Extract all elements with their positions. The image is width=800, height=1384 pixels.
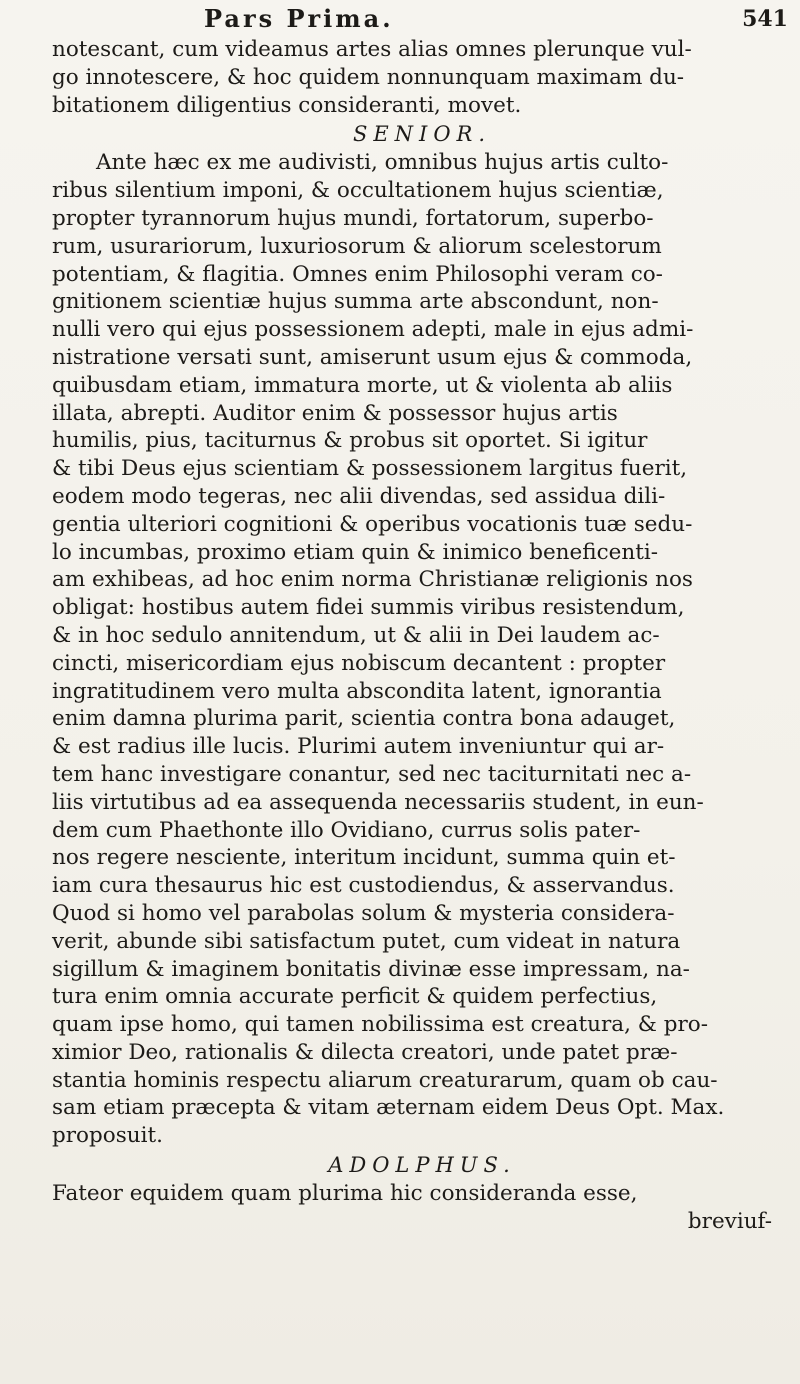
text-line: tem hanc investigare conantur, sed nec taciturnitati nec a- — [52, 761, 692, 787]
text-line: bitationem diligentius consideranti, movet. — [52, 92, 522, 118]
text-line: propter tyrannorum hujus mundi, fortatorum, superbo- — [52, 205, 654, 231]
text-line: Quod si homo vel parabolas solum & mysteria considera- — [52, 900, 675, 926]
page-header — [52, 4, 788, 34]
text-line: & est radius ille lucis. Plurimi autem inveniuntur qui ar- — [52, 734, 665, 760]
text-line: iam cura thesaurus hic est custodiendus, & asservandus. — [52, 873, 675, 899]
text-line: cincti, misericordiam ejus nobiscum decantent : propter — [52, 650, 666, 676]
text-line: gentia ulteriori cognitioni & operibus vocationis tuæ sedu- — [52, 511, 693, 537]
text-line: quam ipse homo, qui tamen nobilissima est creatura, & pro- — [52, 1012, 708, 1038]
text-line: ingratitudinem vero multa abscondita latent, ignorantia — [52, 678, 662, 704]
text-line: potentiam, & flagitia. Omnes enim Philosophi veram co- — [52, 261, 663, 287]
text-line: & in hoc sedulo annitendum, ut & alii in Dei laudem ac- — [52, 622, 660, 648]
text-line: notescant, cum videamus artes alias omnes plerunque vul- — [52, 37, 692, 62]
text-line: stantia hominis respectu aliarum creaturarum, quam ob cau- — [52, 1067, 718, 1093]
speaker-heading-adolphus: ADOLPHUS. — [328, 1153, 516, 1178]
text-line: dem cum Phaethonte illo Ovidiano, currus solis pater- — [52, 817, 641, 843]
text-line: lo incumbas, proximo etiam quin & inimico beneficenti- — [52, 539, 658, 565]
text-line: go innotescere, & hoc quidem nonnunquam maximam du- — [52, 64, 685, 90]
catchword: breviuf- — [687, 1208, 772, 1234]
text-line: Ante hæc ex me audivisti, omnibus hujus artis culto- — [96, 150, 669, 176]
main-text — [52, 36, 792, 1236]
text-line: obligat: hostibus autem fidei summis viribus resistendum, — [52, 595, 685, 621]
text-line: proposuit. — [52, 1123, 163, 1149]
text-line: illata, abrepti. Auditor enim & possessor hujus artis — [52, 400, 618, 426]
text-line: quibusdam etiam, immatura morte, ut & violenta ab aliis — [52, 372, 673, 398]
speaker-heading-senior: SENIOR. — [352, 122, 492, 147]
text-line: gnitionem scientiæ hujus summa arte abscondunt, non- — [52, 289, 659, 315]
text-line: sam etiam præcepta & vitam æternam eidem Deus Opt. Max. — [52, 1095, 725, 1121]
text-line: tura enim omnia accurate perficit & quidem perfectius, — [52, 984, 658, 1010]
text-line: liis virtutibus ad ea assequenda necessariis student, in eun- — [52, 789, 704, 815]
page-number: 541 — [742, 6, 788, 32]
text-line: nulli vero qui ejus possessionem adepti, male in ejus admi- — [52, 317, 694, 343]
text-line: ximior Deo, rationalis & dilecta creatori, unde patet præ- — [52, 1039, 678, 1065]
text-line: ribus silentium imponi, & occultationem hujus scientiæ, — [52, 178, 664, 204]
text-line: & tibi Deus ejus scientiam & possessionem largitus fuerit, — [52, 456, 688, 482]
text-line: verit, abunde sibi satisfactum putet, cum videat in natura — [52, 928, 681, 954]
text-line: rum, usurariorum, luxuriosorum & aliorum scelestorum — [52, 233, 662, 259]
text-line: am exhibeas, ad hoc enim norma Christianæ religionis nos — [52, 567, 693, 593]
text-line: Fateor equidem quam plurima hic consideranda esse, — [52, 1181, 638, 1207]
text-line: humilis, pius, taciturnus & probus sit oportet. Si igitur — [52, 428, 648, 454]
text-line: enim damna plurima parit, scientia contra bona adauget, — [52, 706, 676, 732]
text-line: eodem modo tegeras, nec alii divendas, sed assidua dili- — [52, 483, 666, 509]
text-line: nos regere nesciente, interitum incidunt, summa quin et- — [52, 845, 676, 871]
text-line: nistratione versati sunt, amiserunt usum ejus & commoda, — [52, 344, 693, 370]
text-line: sigillum & imaginem bonitatis divinæ esse impressam, na- — [52, 956, 690, 982]
running-title: Pars Prima. — [204, 4, 394, 33]
